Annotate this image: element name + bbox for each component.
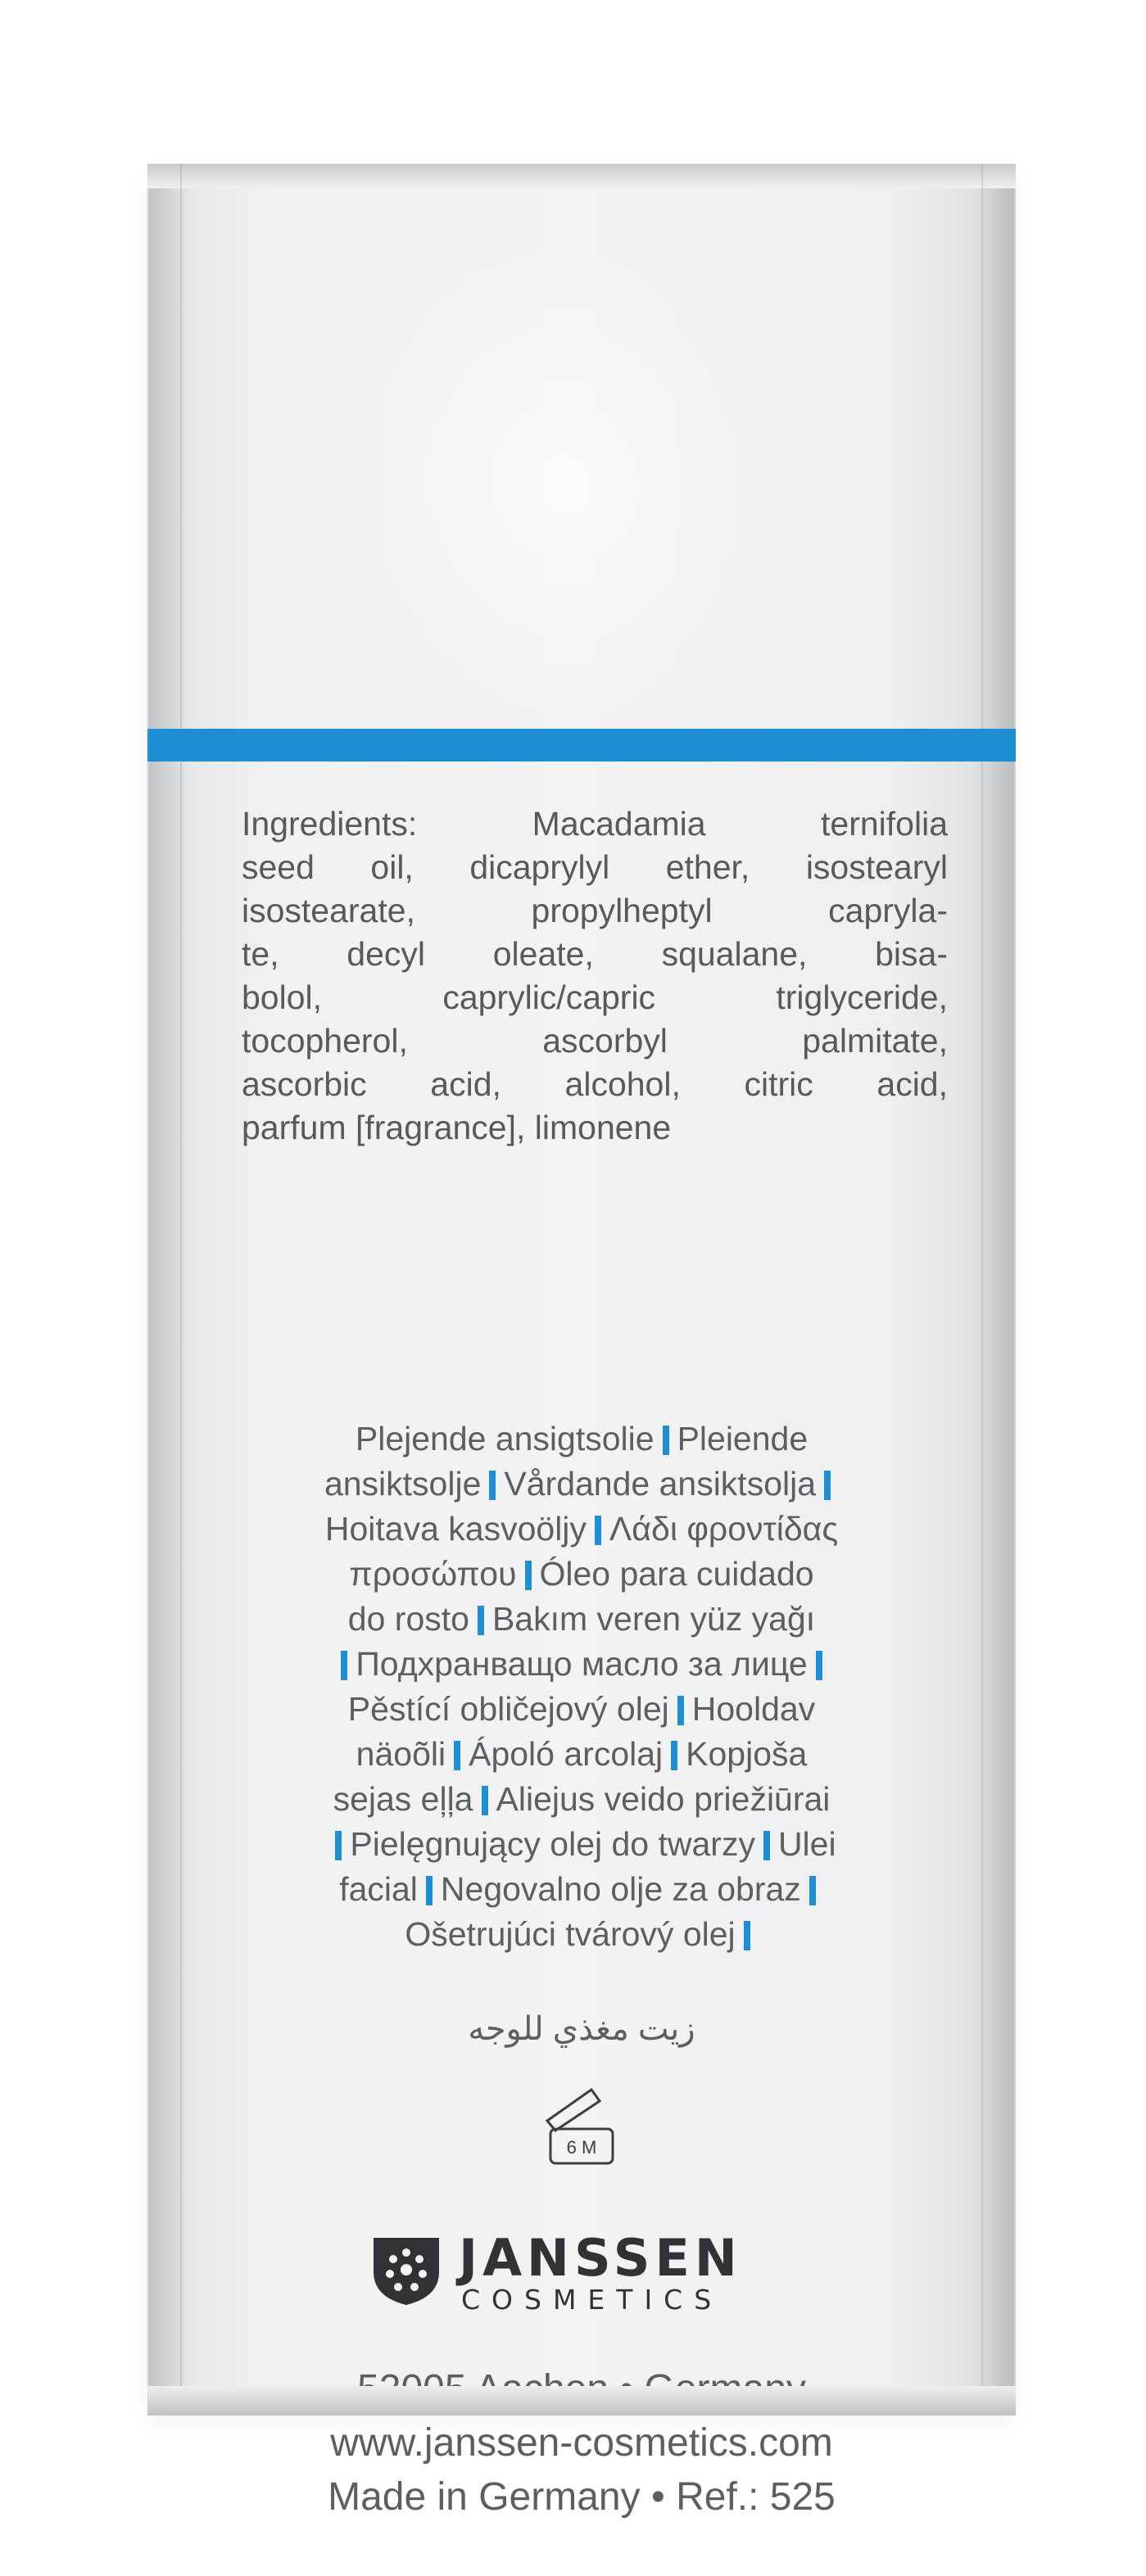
blue-separator [478,1606,484,1635]
box-top-edge [147,164,1016,188]
translation-text: Aliejus veido priežiūrai [496,1780,831,1818]
ingredients-line: bolol, caprylic/capric triglyceride, [242,978,948,1016]
crest-icon [369,2231,444,2307]
translation-text: näoõli [356,1735,446,1773]
translation-text: Hooldav [691,1690,816,1728]
plastic-wrap-glare [288,188,843,780]
translation-text: facial [339,1870,418,1908]
translation-text: Ulei [777,1825,836,1863]
translation-text: Hoitava kasvoöljy [324,1510,587,1548]
blue-separator [677,1696,684,1725]
translation-line [147,1552,1016,1597]
translation-line [147,1687,1016,1732]
translation-text: Plejende ansigtsolie [355,1420,655,1457]
janssen-logo [369,2228,827,2321]
website-line: www.janssen-cosmetics.com [330,2421,833,2465]
translation-text: Ošetrujúci tvárový olej [405,1915,736,1953]
translation-line [147,1597,1016,1642]
translation-line [147,1732,1016,1777]
box-bottom-edge [147,2386,1016,2416]
translation-text: do rosto [347,1600,469,1638]
translation-text: ansiktsolje [324,1465,482,1503]
box-fold-right [981,164,983,2416]
translation-text: Pielęgnujący olej do twarzy [350,1825,755,1863]
translation-line [147,1867,1016,1912]
translation-line [147,1777,1016,1822]
blue-separator [489,1471,496,1500]
blue-separator [671,1741,677,1770]
ingredients-line: te, decyl oleate, squalane, bisa- [242,935,948,973]
translation-line [147,1507,1016,1552]
blue-separator [809,1876,816,1905]
blue-separator [341,1651,347,1680]
product-box-side-panel [147,164,1016,2519]
blue-separator [335,1831,342,1860]
translation-text: Óleo para cuidado [539,1555,814,1593]
ingredients-line: parfum [fragrance], limonene [242,1109,672,1146]
translation-text: Подхранващо масло за лице [356,1645,808,1683]
arabic-product-name: زيت مغذي للوجه [468,2011,695,2047]
translation-text: Vårdande ansiktsolja [504,1465,817,1503]
translation-text: sejas eļļa [333,1780,473,1818]
blue-separator [816,1651,822,1680]
ingredients-line: seed oil, dicaprylyl ether, isostearyl [242,848,948,886]
ingredients-line: Ingredients: Macadamia ternifolia [242,805,948,843]
box-fold-left [180,164,182,2416]
blue-separator [482,1786,488,1815]
blue-separator [824,1471,831,1500]
ingredients-line: tocopherol, ascorbyl palmitate, [242,1022,948,1060]
blue-separator [595,1516,601,1545]
blue-separator [663,1426,669,1455]
brand-subtitle: COSMETICS [461,2284,723,2316]
product-name-translations [147,1417,1016,1957]
blue-separator [454,1741,460,1770]
origin-line: Made in Germany • Ref.: 525 [328,2475,836,2519]
translation-text: Pěstící obličejový olej [347,1690,669,1728]
open-jar-icon [541,2080,623,2170]
translation-text: Λάδι φροντίδας [609,1510,839,1548]
translation-text: Pleiende [677,1420,809,1457]
blue-separator [525,1561,532,1590]
brand-name: JANSSEN [459,2228,742,2288]
blue-separator [426,1876,433,1905]
blue-separator [763,1831,770,1860]
translation-text: Bakım veren yüz yağı [491,1600,816,1638]
translation-line [147,1417,1016,1462]
ingredients-line: isostearate, propylheptyl capryla- [242,892,948,929]
ingredients-list [242,802,948,1150]
ingredients-line: ascorbic acid, alcohol, citric acid, [242,1065,948,1103]
translation-line [147,1642,1016,1687]
blue-separator [744,1921,750,1950]
translation-text: προσώπου [349,1555,517,1593]
translation-line [147,1462,1016,1507]
translation-text: Kopjoša [686,1735,808,1773]
pao-label: 6 M [566,2137,597,2158]
translation-text: Negovalno olje za obraz [440,1870,801,1908]
translation-line [147,1912,1016,1957]
translation-line [147,1822,1016,1867]
translation-text: Ápoló arcolaj [469,1735,664,1773]
blue-accent-stripe [147,729,1016,762]
